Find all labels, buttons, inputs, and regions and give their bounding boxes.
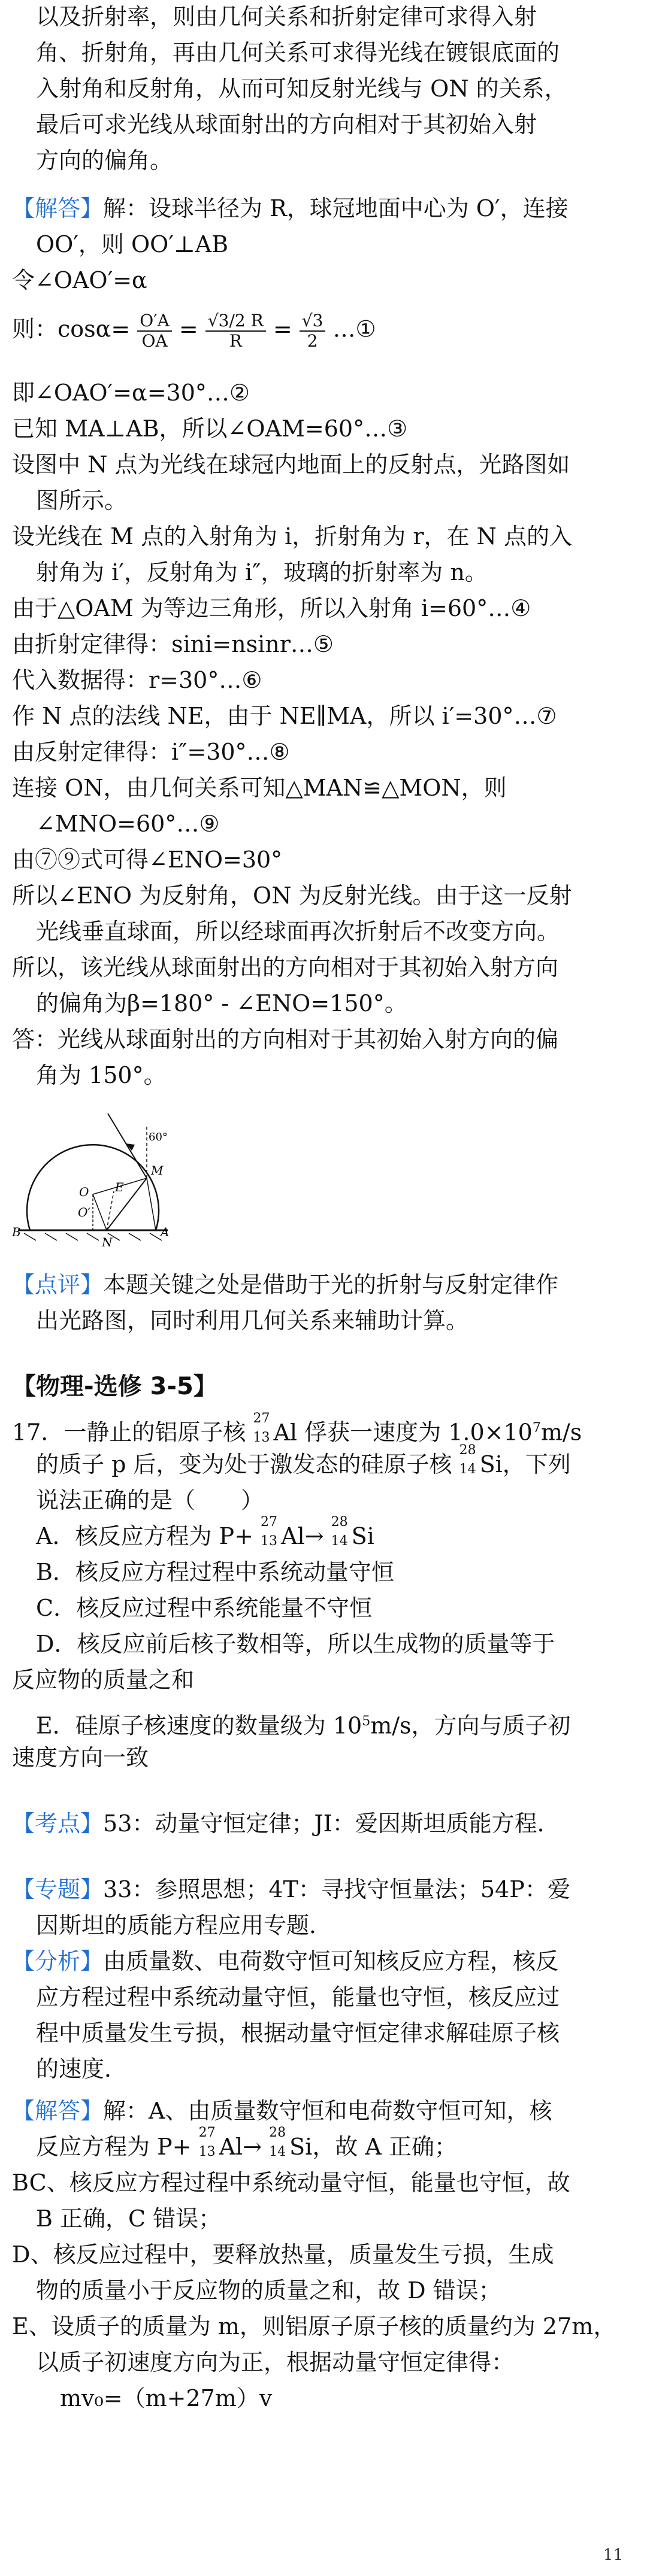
step-18: 的偏角为β=180° - ∠ENO=150°。 <box>36 990 407 1017</box>
si-nucleus: 28 14 Si <box>459 1443 503 1477</box>
fenxi-line-3: 程中质量发生亏损，根据动量守恒定律求解硅原子核 <box>36 2020 560 2046</box>
hatch-4 <box>87 1233 99 1240</box>
step-2: 已知 MA⊥AB，所以∠OAM=60°…③ <box>12 415 408 442</box>
step-14: 由⑦⑨式可得∠ENO=30° <box>12 846 283 873</box>
comment-line-1: 本题关键之处是借助于光的折射与反射定律作 <box>103 1272 559 1298</box>
step-11: 由反射定律得：i″=30°…⑧ <box>12 739 290 765</box>
incident-arrow <box>126 1143 135 1151</box>
q17-option-e-2: 速度方向一致 <box>12 1744 149 1771</box>
normal-NE <box>107 1191 114 1230</box>
fenxi-line-4: 的速度． <box>36 2056 128 2082</box>
jieda2-line-1: 【解答】解：A、由质量数守恒和电荷数守恒可知，核 <box>12 2098 552 2124</box>
figure-label-N: N <box>102 1235 113 1249</box>
figure-label-B: B <box>12 1225 21 1239</box>
answer-line-1: 解：设球半径为 R，球冠地面中心为 O′，连接 <box>103 195 569 222</box>
figure-label-A: A <box>161 1225 170 1239</box>
incident-ray <box>108 1113 147 1178</box>
q17-option-a: A．核反应方程为 P+ 27 13 Al→ 28 14 Si <box>36 1515 374 1549</box>
al-nucleus: 27 13 Al <box>253 1410 298 1446</box>
jieda2-rest-5: E、设质子的质量为 m，则铝原子原子核的质量约为 27m， <box>12 2313 616 2340</box>
intro-line-3: 入射角和反射角，从而可知反射光线与 ON 的关系， <box>36 75 567 102</box>
q17-option-d-1: D．核反应前后核子数相等，所以生成物的质量等于 <box>36 1631 555 1657</box>
kaodian-line: 【考点】53：动量守恒定律；JI：爱因斯坦质能方程． <box>12 1810 560 1837</box>
jieda2-rest-4: 物的质量小于反应物的质量之和，故 D 错误； <box>36 2277 501 2304</box>
intro-line-2: 角、折射角，再由几何关系可求得光线在镀银底面的 <box>36 40 560 66</box>
figure-label-O: O <box>79 1185 89 1199</box>
q17-option-b: B．核反应方程过程中系统动量守恒 <box>36 1559 394 1585</box>
cos-frac-3: $\frac{√3}{2}$ <box>300 311 326 351</box>
figure-label-M: M <box>151 1163 164 1178</box>
cos-prefix: 则：cosα= <box>12 315 131 342</box>
hatch-1 <box>24 1233 36 1240</box>
optics-diagram <box>12 1108 192 1251</box>
q17-line-2: 的质子 p 后，变为处于激发态的硅原子核 28 14 Si，下列 <box>36 1449 647 1480</box>
intro-line-4: 最后可求光线从球面射出的方向相对于其初始入射 <box>36 111 537 138</box>
jieda2-line-2: 反应方程为 P+ 27 13 Al→ 28 14 Si，故 A 正确； <box>36 2125 457 2160</box>
figure-label-E: E <box>115 1180 124 1194</box>
kaodian-tag: 【考点】 <box>12 1810 104 1837</box>
step-9: 代入数据得：r=30°…⑥ <box>12 667 262 693</box>
zhuanti-tag: 【专题】 <box>12 1876 104 1903</box>
jieda2-rest-7: mv₀=（m+27m）v <box>60 2385 273 2411</box>
step-7: 由于△OAM 为等边三角形，所以入射角 i=60°…④ <box>12 595 531 621</box>
step-4: 图所示。 <box>36 487 128 514</box>
hatch-2 <box>45 1233 57 1240</box>
fenxi-tag: 【分析】 <box>12 1948 104 1974</box>
step-3: 设图中 N 点为光线在球冠内地面上的反射点，光路图如 <box>12 451 570 478</box>
jieda2-rest-2: B 正确，C 错误； <box>36 2205 222 2232</box>
q17-option-c: C．核反应过程中系统能量不守恒 <box>36 1595 373 1621</box>
intro-line-1: 以及折射率，则由几何关系和折射定律可求得入射 <box>36 4 537 30</box>
fenxi-line-1: 【分析】由质量数、电荷数守恒可知核反应方程，核反 <box>12 1948 559 1974</box>
step-20: 角为 150°。 <box>36 1062 167 1088</box>
answer-tag: 【解答】 <box>12 195 104 222</box>
fenxi-line-2: 应方程过程中系统动量守恒，能量也守恒，核反应过 <box>36 1984 560 2010</box>
hatch-3 <box>66 1233 78 1240</box>
refracted-ray-MN <box>107 1178 147 1230</box>
line-ON <box>93 1194 107 1230</box>
figure-label-angle: 60° <box>149 1131 168 1143</box>
answer-first-line <box>12 193 647 224</box>
cos-frac-1: $\frac{O'A}{OA}$ <box>137 311 172 351</box>
section-title: 【物理-选修 3-5】 <box>12 1373 217 1400</box>
jieda2-rest-1: BC、核反应方程过程中系统动量守恒，能量也守恒，故 <box>12 2170 570 2196</box>
page-number: 11 <box>603 2546 623 2564</box>
comment-first-line <box>12 1269 647 1300</box>
intro-line-5: 方向的偏角。 <box>36 147 173 174</box>
jieda2-rest-3: D、核反应过程中，要释放热量，质量发生亏损，生成 <box>12 2241 554 2268</box>
zhuanti-line-1: 【专题】33：参照思想；4T：寻找守恒量法；54P：爱 <box>12 1876 570 1903</box>
hatch-7 <box>150 1233 162 1240</box>
step-12: 连接 ON，由几何关系可知△MAN≌△MON，则 <box>12 775 507 801</box>
q17-option-d-2: 反应物的质量之和 <box>12 1667 195 1693</box>
zhuanti-line-2: 因斯坦的质能方程应用专题． <box>36 1912 332 1938</box>
cos-formula: 则：cosα= $\frac{O'A}{OA}$ = $\frac{√3/2 R}{R}$ = $\frac{√3}{2}$ …① <box>12 311 376 351</box>
step-17: 所以，该光线从球面射出的方向相对于其初始入射方向 <box>12 954 559 981</box>
jieda2-rest-6: 以质子初速度方向为正，根据动量守恒定律得： <box>36 2349 515 2375</box>
comment-line-2: 出光路图，同时利用几何关系来辅助计算。 <box>36 1307 469 1334</box>
q17-option-e-1: E．硅原子核速度的数量级为 $10^5m/s$，方向与质子初 <box>36 1712 571 1739</box>
figure-label-O-prime: O′ <box>78 1205 90 1219</box>
cos-frac-2: $\frac{√3/2 R}{R}$ <box>205 311 266 351</box>
step-19: 答：光线从球面射出的方向相对于其初始入射方向的偏 <box>12 1026 559 1052</box>
step-13: ∠MNO=60°…⑨ <box>36 811 220 837</box>
jieda2-tag: 【解答】 <box>12 2098 104 2124</box>
step-1: 即∠OAO′=α=30°…② <box>12 380 250 406</box>
step-10: 作 N 点的法线 NE，由于 NE∥MA，所以 i′=30°…⑦ <box>12 703 557 729</box>
answer-line-3: 令∠OAO′=α <box>12 267 147 293</box>
q17-line-1: 17．一静止的铝原子核 27 13 Al 俘获一速度为 $1.0\times 10^7m/s$ <box>12 1413 647 1448</box>
comment-tag: 【点评】 <box>12 1272 104 1298</box>
step-8: 由折射定律得：sini=nsinr…⑤ <box>12 631 334 657</box>
step-16: 光线垂直球面，所以经球面再次折射后不改变方向。 <box>36 918 560 945</box>
step-6: 射角为 i′，反射角为 i″，玻璃的折射率为 n。 <box>36 559 488 585</box>
hatch-6 <box>129 1233 141 1240</box>
answer-line-2: OO′，则 OO′⊥AB <box>36 231 229 257</box>
q17-line-3: 说法正确的是（ ） <box>36 1487 264 1513</box>
step-5: 设光线在 M 点的入射角为 i，折射角为 r，在 N 点的入 <box>12 523 572 550</box>
step-15: 所以∠ENO 为反射角，ON 为反射光线。由于这一反射 <box>12 882 572 909</box>
